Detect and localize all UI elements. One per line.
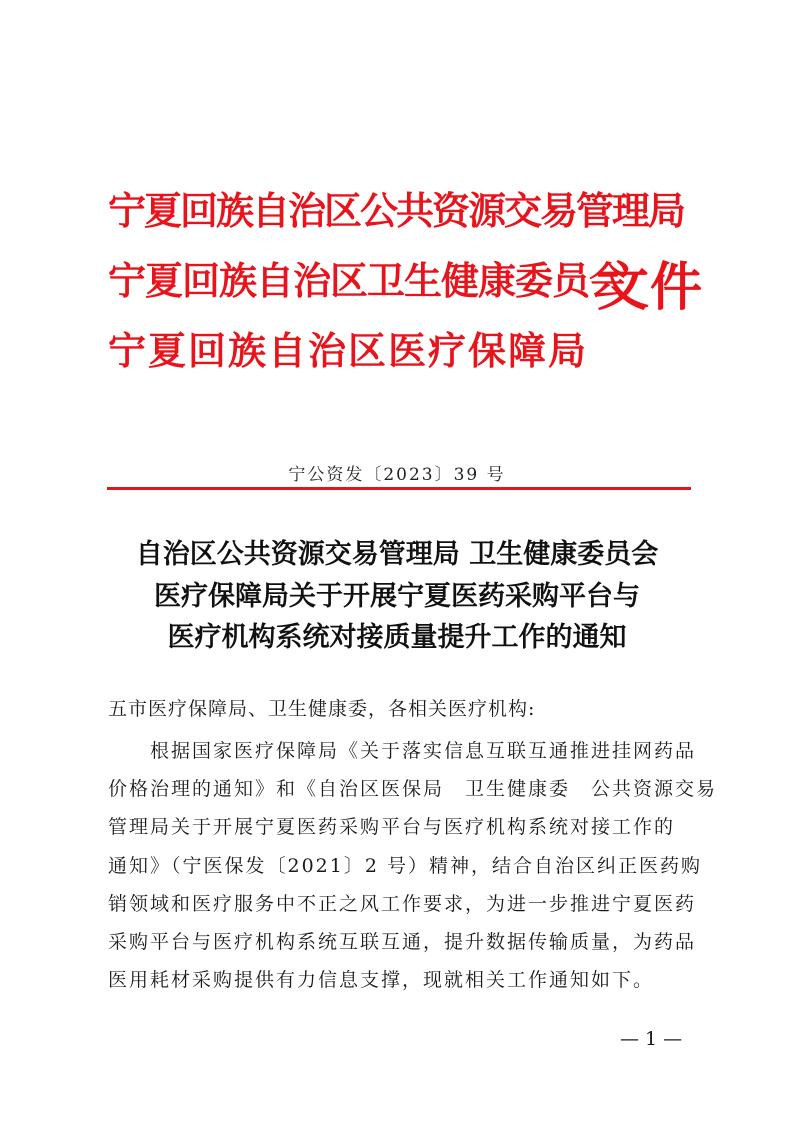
salutation: 五市医疗保障局、卫生健康委，各相关医疗机构:	[108, 698, 536, 720]
issuing-org-public-resources: 宁夏回族自治区公共资源交易管理局	[108, 189, 685, 233]
issuing-org-medical-security: 宁夏回族自治区医疗保障局	[108, 329, 589, 373]
body-line: 销领域和医疗服务中不正之风工作要求，为进一步推进宁夏医药	[108, 893, 697, 915]
document-title-line-2: 医疗保障局关于开展宁夏医药采购平台与	[154, 581, 640, 612]
body-line: 管理局关于开展宁夏医药采购平台与医疗机构系统对接工作的	[108, 816, 676, 838]
body-line: 价格治理的通知》和《自治区医保局 卫生健康委 公共资源交易	[108, 778, 718, 800]
body-line: 根据国家医疗保障局《关于落实信息互联互通推进挂网药品	[108, 740, 697, 762]
document-title-line-1: 自治区公共资源交易管理局 卫生健康委员会	[135, 539, 659, 570]
document-title-line-3: 医疗机构系统对接质量提升工作的通知	[167, 622, 627, 653]
document-number: 宁公资发〔2023〕39 号	[288, 465, 506, 485]
red-divider	[107, 487, 691, 490]
body-line: 采购平台与医疗机构系统互联互通，提升数据传输质量，为药品	[108, 931, 697, 953]
body-line: 医用耗材采购提供有力信息支撑，现就相关工作通知如下。	[108, 969, 655, 991]
issuing-org-health-commission: 宁夏回族自治区卫生健康委员会	[108, 259, 627, 303]
body-line: 通知》（宁医保发〔2021〕2 号）精神，结合自治区纠正医药购	[108, 855, 702, 877]
file-label: 文件	[597, 258, 704, 318]
page-number: — 1 —	[620, 1028, 683, 1050]
